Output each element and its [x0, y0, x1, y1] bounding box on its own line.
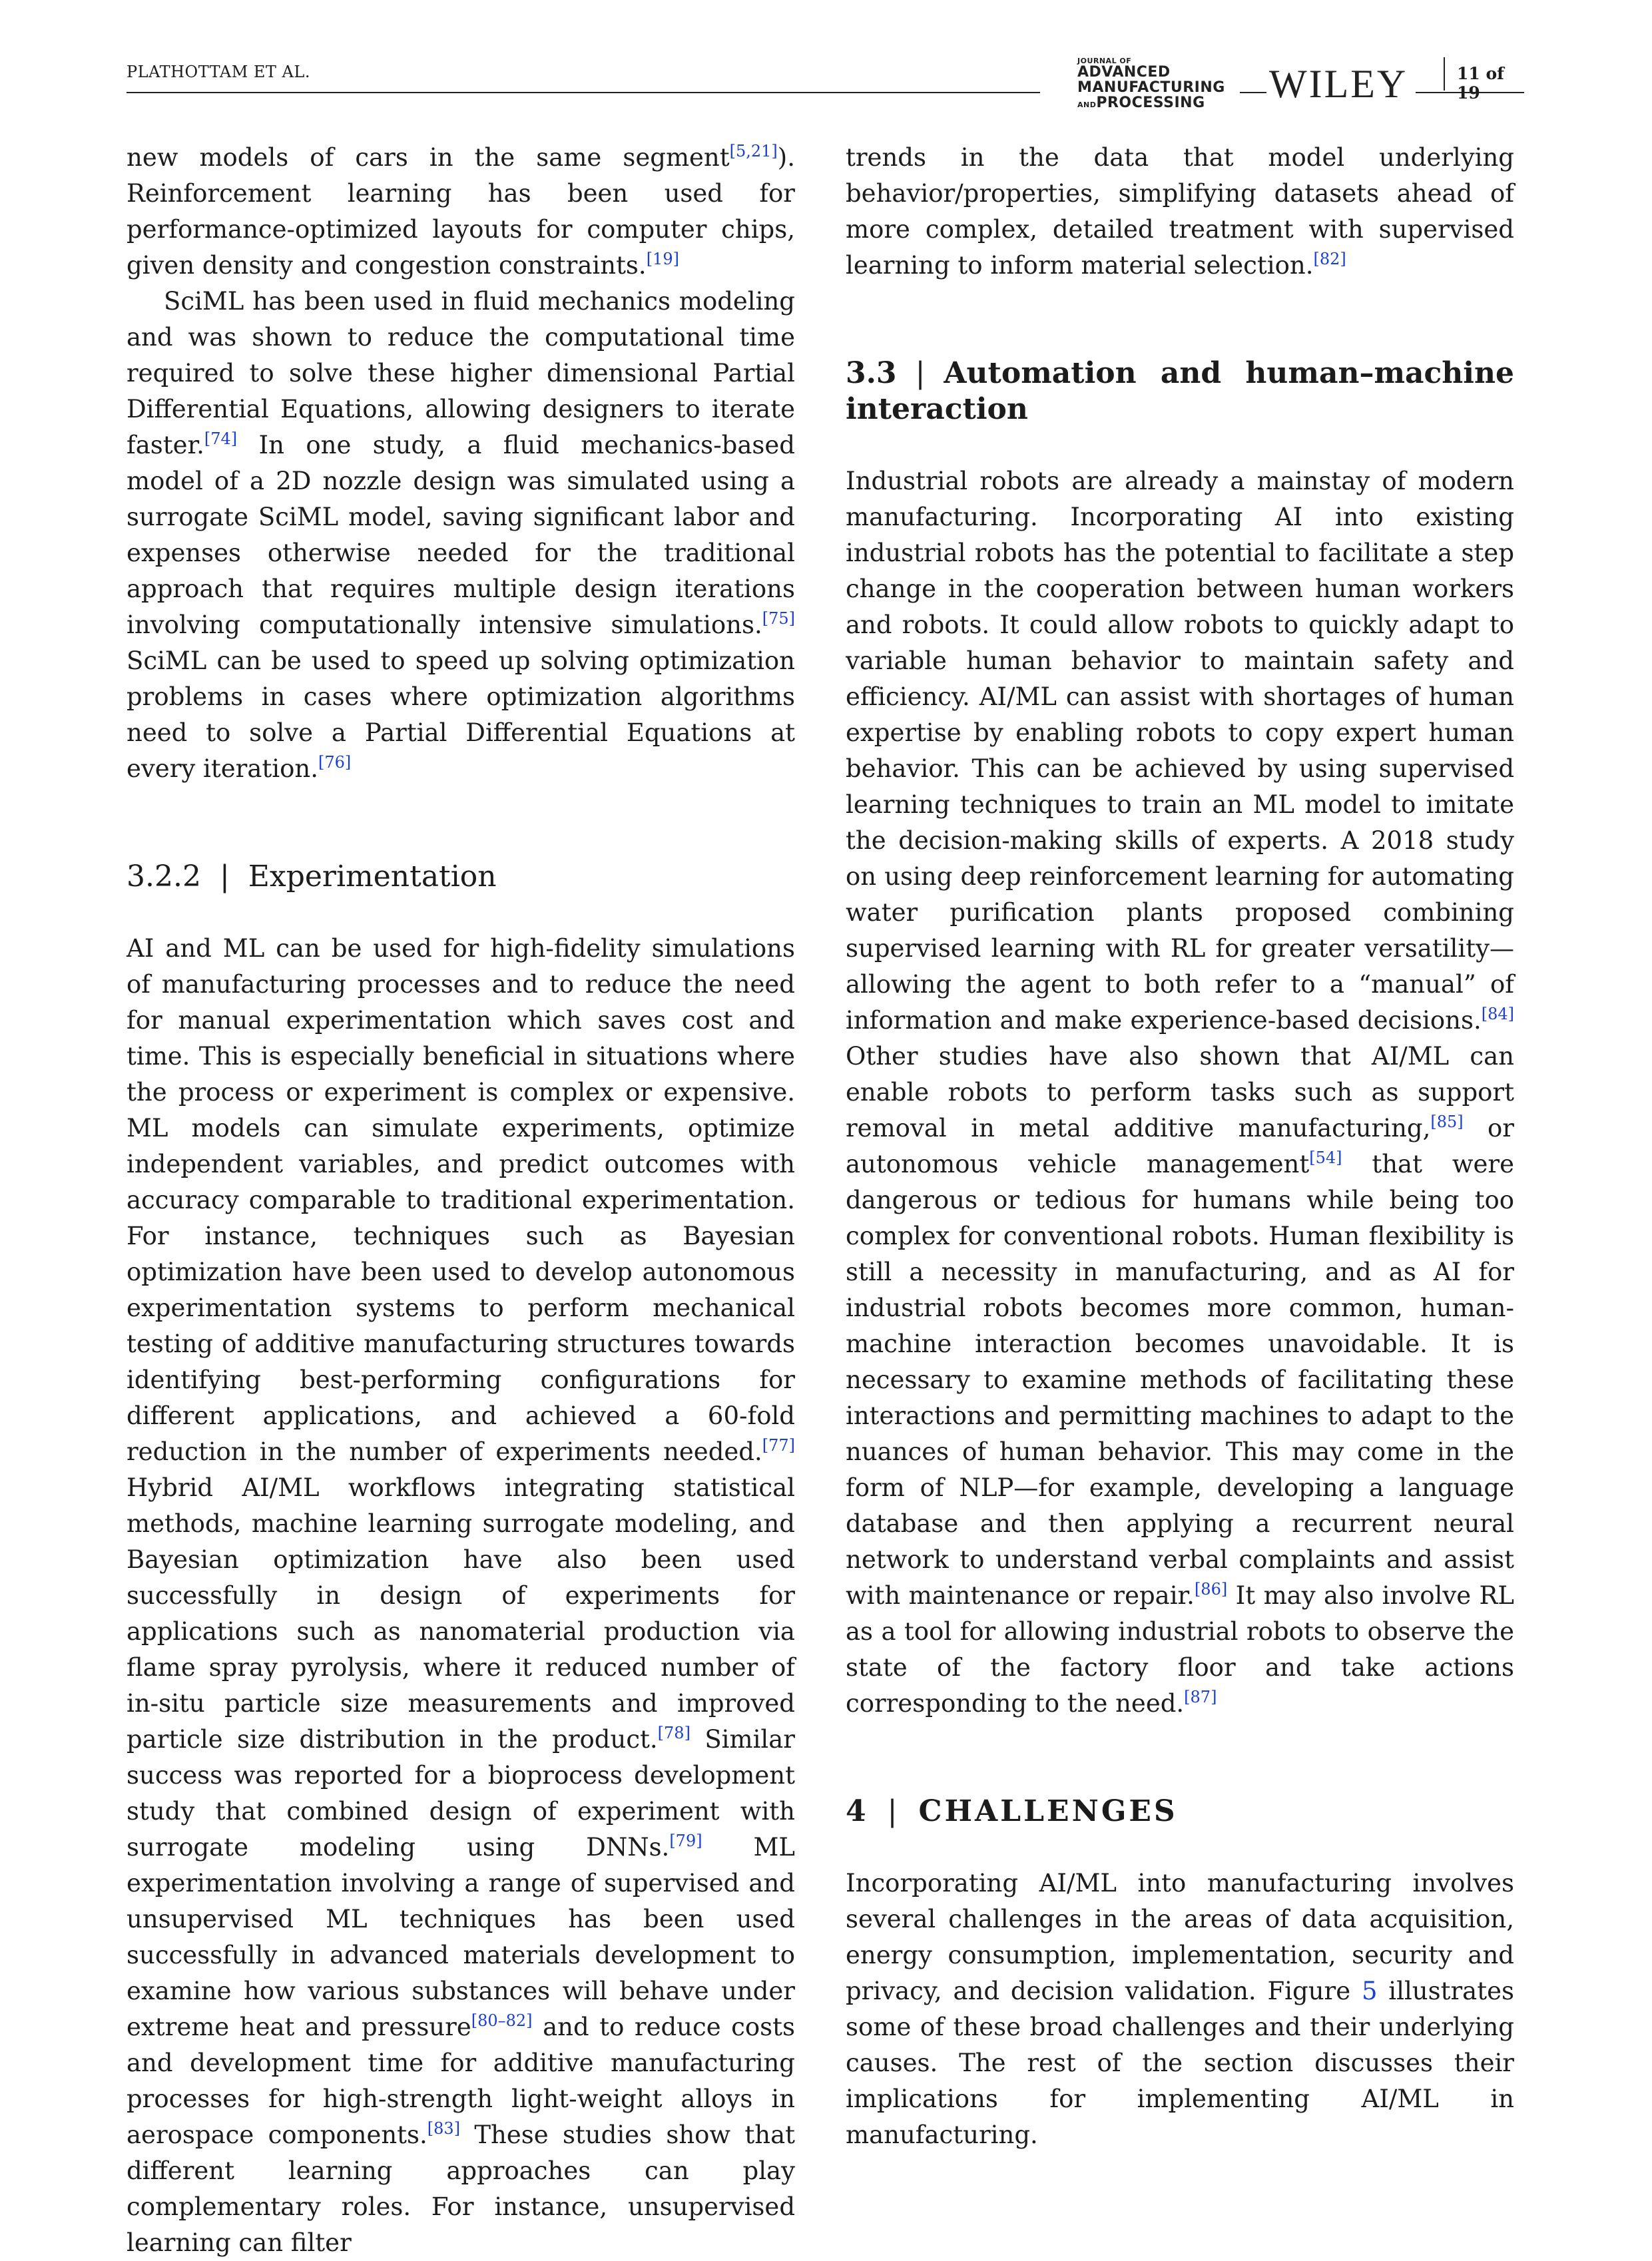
- text: Hybrid AI/ML workflows integrating statistical methods, machine learning surrogate modeling, and Bayesian optimization have also been used successfully in design of experiments for applications such as nanomaterial production via flame spray pyrolysis, where it reduced number of in-situ particle size measurements and improved particle size distribution in the product.: [127, 1473, 795, 1754]
- text: AI and ML can be used for high-fidelity simulations of manufacturing processes and to reduce the need for manual experimentation which saves cost and time. This is especially beneficial in situations where the process or experiment is complex or expensive. ML models can simulate experiments, optimize independent variables, and predict outcomes with accuracy comparable to traditional experimentation. For instance, techniques such as Bayesian optimization have been used to develop autonomous experimentation systems to perform mechanical testing of additive manufacturing structures towards identifying best-performing configurations for different applications, and achieved a 60-fold reduction in the number of experiments needed.: [127, 934, 795, 1466]
- citation-link[interactable]: [78]: [657, 1724, 690, 1742]
- journal-logo-line4: PROCESSING: [1096, 95, 1205, 111]
- paragraph: [127, 931, 795, 2261]
- text: ). Reinforcement learning has been used for performance-optimized layouts for computer chips, given density and congestion constraints.: [127, 143, 795, 280]
- journal-logo-line2: ADVANCED: [1077, 64, 1171, 81]
- citation-link[interactable]: [79]: [669, 1832, 702, 1850]
- citation-link[interactable]: [86]: [1194, 1580, 1228, 1599]
- citation-link[interactable]: [83]: [427, 2119, 461, 2138]
- paragraph: [846, 1866, 1514, 2153]
- text: and to reduce costs and development time for additive manufacturing processes for high-strength light-weight alloys in aerospace components.: [127, 2013, 795, 2149]
- text: It may also involve RL as a tool for allowing industrial robots to observe the state of the factory floor and take actions corresponding to the need.: [846, 1581, 1514, 1718]
- paragraph: [846, 463, 1514, 1722]
- paragraph: [127, 284, 795, 787]
- running-author: PLATHOTTAM ET AL.: [127, 63, 310, 81]
- chapter-heading: 4 | CHALLENGES: [846, 1794, 1178, 1828]
- chapter-title: CHALLENGES: [918, 1794, 1178, 1828]
- journal-logo-and: AND: [1077, 101, 1097, 109]
- citation-link[interactable]: [74]: [204, 429, 238, 448]
- text: Industrial robots are already a mainstay of modern manufacturing. Incorporating AI into existing industrial robots has the potential to facilitate a step change in the cooperation between human workers and robots. It could allow robots to quickly adapt to variable human behavior to maintain safety and efficiency. AI/ML can assist with shortages of human expertise by enabling robots to copy expert human behavior. This can be achieved by using supervised learning techniques to train an ML model to imitate the decision-making skills of experts. A 2018 study on using deep reinforcement learning for automating water purification plants proposed combining supervised learning with RL for greater versatility—allowing the agent to both refer to a “manual” of information and make experience-based decisions.: [846, 467, 1514, 1035]
- text: Incorporating AI/ML into manufacturing involves several challenges in the areas of data acquisition, energy consumption, implementation, security and privacy, and decision validation. Figure: [846, 1869, 1514, 2005]
- text: illustrates some of these broad challenges and their underlying causes. The rest of the section discusses their implications for implementing AI/ML in manufacturing.: [846, 1977, 1514, 2149]
- publisher-logo: WILEY: [1269, 62, 1408, 106]
- citation-link[interactable]: [84]: [1481, 1005, 1514, 1023]
- text: SciML can be used to speed up solving optimization problems in cases where optimization algorithms need to solve a Partial Differential Equations at every iteration.: [127, 646, 795, 783]
- citation-link[interactable]: [77]: [762, 1436, 795, 1455]
- section-heading: 3.2.2 | Experimentation: [127, 860, 497, 893]
- citation-link[interactable]: [54]: [1309, 1148, 1342, 1167]
- text: Other studies have also shown that AI/ML can enable robots to perform tasks such as support removal in metal additive manufacturing,: [846, 1042, 1514, 1142]
- text: that were dangerous or tedious for humans while being too complex for conventional robots. Human flexibility is still a necessity in manufacturing, and as AI for industrial robots becomes more common, human-machine interaction becomes unavoidable. It is necessary to examine methods of facilitating these interactions and permitting machines to adapt to the nuances of human behavior. This may come in the form of NLP—for example, developing a language database and then applying a recurrent neural network to understand verbal complaints and assist with maintenance or repair.: [846, 1150, 1514, 1610]
- header-divider: [1444, 57, 1445, 91]
- section-number: 3.3: [846, 356, 897, 390]
- text: SciML has been used in fluid mechanics modeling and was shown to reduce the computational time required to solve these higher dimensional Partial Differential Equations, allowing designers to iterate faster.: [127, 287, 795, 459]
- text: ML experimentation involving a range of supervised and unsupervised ML techniques has been used successfully in advanced materials development to examine how various substances will behave under extreme heat and pressure: [127, 1833, 795, 2041]
- paragraph: [846, 140, 1514, 284]
- journal-logo-line3: MANUFACTURING: [1077, 79, 1225, 96]
- text: new models of cars in the same segment: [127, 143, 730, 172]
- page-header: [127, 57, 1524, 115]
- citation-link[interactable]: [85]: [1430, 1113, 1464, 1131]
- text: These studies show that different learning approaches can play complementary roles. For instance, unsupervised learning can filter: [127, 2121, 796, 2257]
- section-number: 3.2.2: [127, 860, 201, 893]
- section-title: Automation and human–machine interaction: [846, 356, 1514, 426]
- citation-link[interactable]: [19]: [646, 250, 679, 268]
- section-title: Experimentation: [248, 860, 497, 893]
- journal-logo: [1077, 57, 1225, 111]
- text: or autonomous vehicle management: [846, 1114, 1514, 1178]
- citation-link[interactable]: [80–82]: [471, 2011, 533, 2030]
- citation-link[interactable]: [5,21]: [729, 142, 778, 160]
- page-number: 11 of 19: [1457, 64, 1504, 103]
- citation-link[interactable]: [76]: [318, 753, 352, 772]
- citation-link[interactable]: [87]: [1184, 1688, 1217, 1706]
- citation-link[interactable]: [75]: [762, 609, 795, 628]
- text: trends in the data that model underlying behavior/properties, simplifying datasets ahead of more complex, detailed treatment with supervised learning to inform material selection.: [846, 143, 1514, 280]
- text: In one study, a fluid mechanics-based model of a 2D nozzle design was simulated using a surrogate SciML model, saving significant labor and expenses otherwise needed for the traditional approach that requires multiple design iterations involving computationally intensive simulations.: [127, 431, 795, 639]
- logo-dash: [1240, 92, 1266, 93]
- journal-logo-line1: JOURNAL OF: [1077, 57, 1132, 65]
- header-rule: [127, 92, 1040, 93]
- paragraph: [127, 140, 795, 284]
- figure-link[interactable]: 5: [1361, 1977, 1378, 2005]
- chapter-number: 4: [846, 1794, 869, 1828]
- section-heading: 3.3 | Automation and human–machine interaction: [846, 356, 1514, 426]
- text: Similar success was reported for a bioprocess development study that combined design of experiment with surrogate modeling using DNNs.: [127, 1725, 795, 1862]
- citation-link[interactable]: [82]: [1313, 250, 1346, 268]
- right-column: [846, 140, 1514, 2153]
- left-column: [127, 140, 795, 2261]
